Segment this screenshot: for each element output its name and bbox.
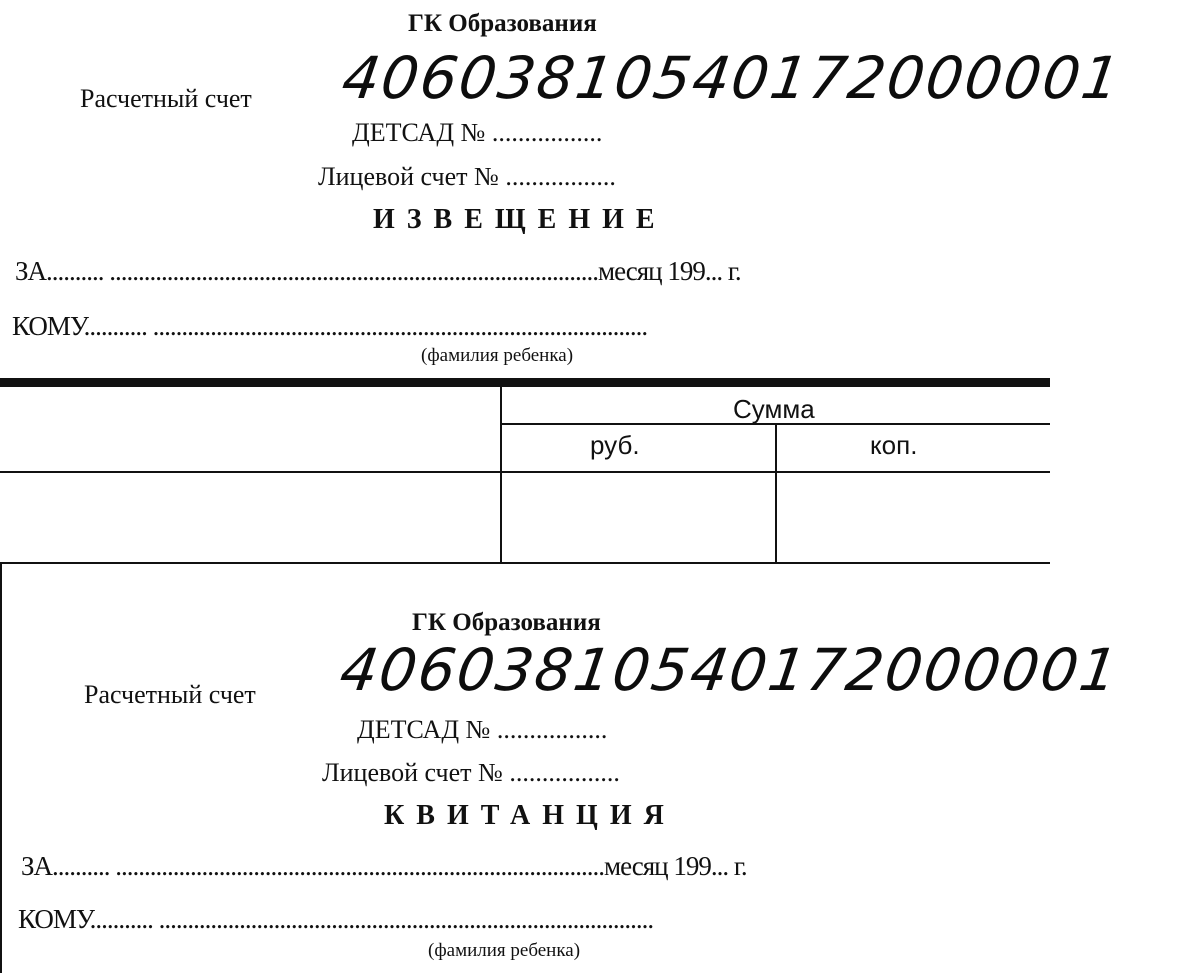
notice-personal-account-field: Лицевой счет № ................. — [318, 162, 616, 191]
notice-month-text: месяц 199... г. — [598, 256, 741, 286]
notice-title: ИЗВЕЩЕНИЕ — [373, 204, 667, 235]
receipt-child-surname-caption: (фамилия ребенка) — [428, 940, 581, 961]
receipt-account-label: Расчетный счет — [84, 680, 256, 709]
receipt-to-dots: ........... ...................................................................................... — [89, 904, 654, 934]
kop-header: коп. — [870, 430, 918, 460]
receipt-to-field — [18, 904, 653, 935]
table-bottom-rule — [0, 562, 1050, 564]
notice-to-field — [12, 311, 647, 342]
notice-to-label: КОМУ — [12, 311, 84, 341]
receipt-title: КВИТАНЦИЯ — [384, 800, 676, 831]
notice-for-field — [15, 256, 741, 287]
receipt-org-name: ГК Образования — [412, 609, 601, 636]
receipt-personal-account-field: Лицевой счет № ................. — [322, 758, 620, 787]
table-divider — [775, 424, 777, 564]
receipt-kindergarten-field: ДЕТСАД № ................. — [357, 715, 608, 744]
table-top-rule — [0, 378, 1050, 387]
notice-to-dots: ........... ...................................................................................... — [83, 311, 648, 341]
receipt-account-number-handwritten: 40603810540172000001 — [336, 636, 1124, 704]
sum-header: Сумма — [733, 394, 815, 424]
notice-org-name: ГК Образования — [408, 10, 597, 37]
receipt-for-dots: .......... ..................................................................................... — [52, 851, 605, 881]
receipt-month-text: месяц 199... г. — [604, 851, 747, 881]
table-divider — [500, 386, 502, 564]
notice-account-number-handwritten: 40603810540172000001 — [338, 44, 1126, 112]
receipt-for-field — [21, 851, 747, 882]
notice-for-dots: .......... ..................................................................................... — [46, 256, 599, 286]
receipt-for-label: ЗА — [21, 851, 53, 881]
receipt-to-label: КОМУ — [18, 904, 90, 934]
notice-child-surname-caption: (фамилия ребенка) — [421, 345, 574, 366]
receipt-left-border — [0, 564, 2, 973]
notice-account-label: Расчетный счет — [80, 84, 252, 113]
rub-header: руб. — [590, 430, 640, 460]
notice-for-label: ЗА — [15, 256, 47, 286]
notice-kindergarten-field: ДЕТСАД № ................. — [352, 118, 603, 147]
table-divider — [0, 471, 1050, 473]
